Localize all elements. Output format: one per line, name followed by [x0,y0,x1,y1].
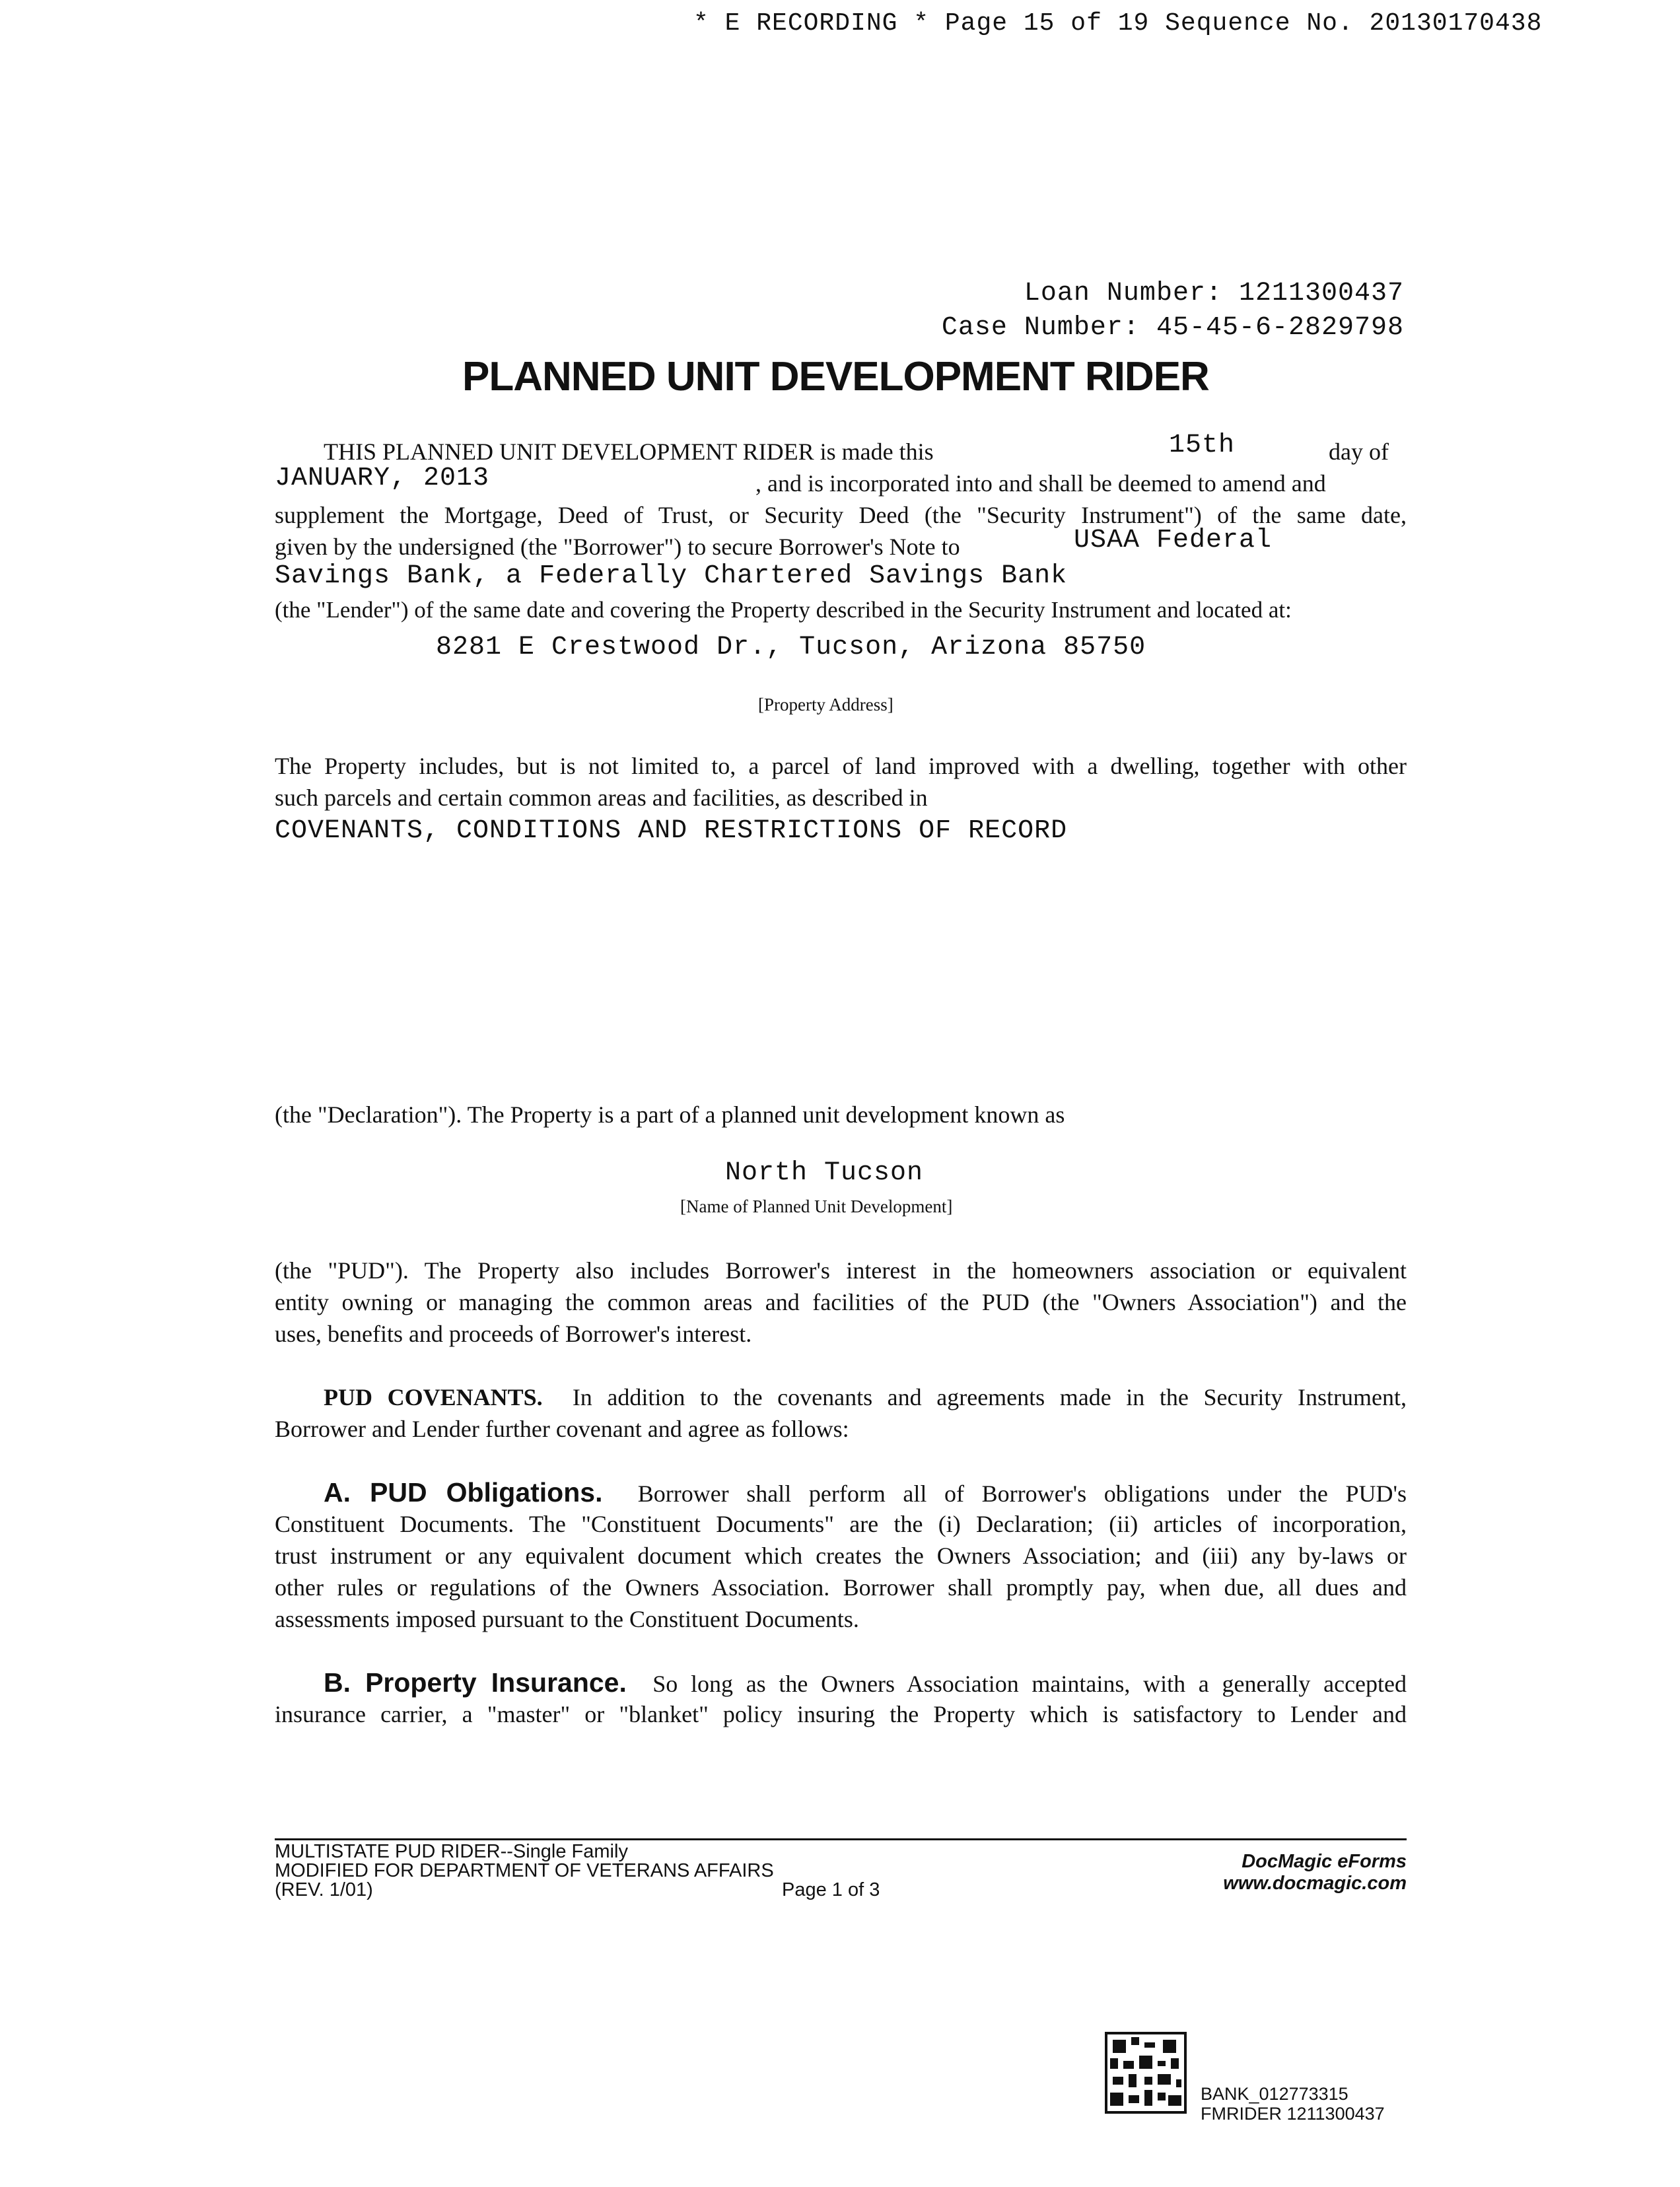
barcode-label-2: FMRIDER 1211300437 [1201,2104,1385,2120]
property-line-2: such parcels and certain common areas and facilities, as described in [275,784,928,811]
footer-form-line-1: MULTISTATE PUD RIDER--Single Family [275,1841,628,1862]
section-b-line-2: insurance carrier, a "master" or "blanket" policy insuring the Property which is satisfactory to Lender and [275,1701,1407,1727]
declaration-line: (the "Declaration"). The Property is a part of a planned unit development known as [275,1101,1065,1128]
covenants-heading: PUD COVENANTS. [324,1384,543,1410]
lender-name-2: Savings Bank, a Federally Chartered Savings Bank [275,561,1068,591]
footer-form-line-2: MODIFIED FOR DEPARTMENT OF VETERANS AFFAIRS [275,1860,774,1881]
section-a-line-1 [324,1476,1407,1510]
intro-line-3: supplement the Mortgage, Deed of Trust, or Security Deed (the "Security Instrument") of the same date, [275,502,1407,528]
section-a-line-1-rest: Borrower shall perform all of Borrower's obligations under the PUD's [637,1480,1407,1507]
month-year: JANUARY, 2013 [275,464,490,493]
intro-line-6: (the "Lender") of the same date and covering the Property described in the Security Instrument and located at: [275,597,1292,623]
covenants-line-1-rest: In addition to the covenants and agreements made in the Security Instrument, [572,1384,1407,1410]
loan-number: Loan Number: 1211300437 [1024,279,1404,308]
footer-rule [275,1838,1407,1840]
footer-page-number: Page 1 of 3 [782,1879,880,1900]
pud-para-line-3: uses, benefits and proceeds of Borrower's interest. [275,1321,752,1347]
intro-line-1a: THIS PLANNED UNIT DEVELOPMENT RIDER is made this [324,438,934,465]
barcode-label-1: BANK_012773315 [1201,2084,1348,2104]
lender-name-1: USAA Federal [1074,526,1273,555]
case-number: Case Number: 45-45-6-2829798 [941,313,1404,343]
footer-form-line-3: (REV. 1/01) [275,1879,373,1900]
docmagic-logo: DocMagic eForms [1242,1851,1407,1872]
document-title: PLANNED UNIT DEVELOPMENT RIDER [462,354,1209,399]
property-line-1: The Property includes, but is not limited to, a parcel of land improved with a dwelling, together with other [275,753,1407,779]
section-a-line-4: other rules or regulations of the Owners Association. Borrower shall promptly pay, when due, all dues and [275,1574,1407,1601]
section-a-line-5: assessments imposed pursuant to the Constituent Documents. [275,1606,859,1632]
property-address-caption: [Property Address] [758,695,893,714]
covenants-line-1 [324,1381,1407,1413]
pud-para-line-2: entity owning or managing the common areas and facilities of the PUD (the "Owners Association") and the [275,1289,1407,1315]
intro-line-2-rest: , and is incorporated into and shall be deemed to amend and [755,470,1326,497]
section-a-heading: A. PUD Obligations. [324,1477,603,1508]
docmagic-website: www.docmagic.com [1223,1873,1407,1894]
section-a-line-3: trust instrument or any equivalent document which creates the Owners Association; and (iii) any by-laws or [275,1543,1407,1569]
barcode-icon [1105,2032,1187,2114]
pud-name: North Tucson [725,1158,924,1188]
property-address: 8281 E Crestwood Dr., Tucson, Arizona 85750 [436,633,1146,662]
day-value: 15th [1169,431,1236,460]
section-b-heading: B. Property Insurance. [324,1667,627,1698]
intro-line-4: given by the undersigned (the "Borrower") to secure Borrower's Note to [275,534,960,560]
section-b-line-1-rest: So long as the Owners Association maintains, with a generally accepted [652,1671,1407,1697]
intro-line-1b: day of [1329,438,1389,465]
pud-name-caption: [Name of Planned Unit Development] [680,1197,953,1216]
section-a-line-2: Constituent Documents. The "Constituent Documents" are the (i) Declaration; (ii) articles of incorporation, [275,1511,1407,1537]
pud-para-line-1: (the "PUD"). The Property also includes Borrower's interest in the homeowners association or equivalent [275,1257,1407,1284]
covenants-line-2: Borrower and Lender further covenant and agree as follows: [275,1416,849,1442]
section-b-line-1 [324,1667,1407,1700]
declaration-source: COVENANTS, CONDITIONS AND RESTRICTIONS OF RECORD [275,816,1068,846]
recording-header: * E RECORDING * Page 15 of 19 Sequence No. 20130170438 [693,9,1543,38]
